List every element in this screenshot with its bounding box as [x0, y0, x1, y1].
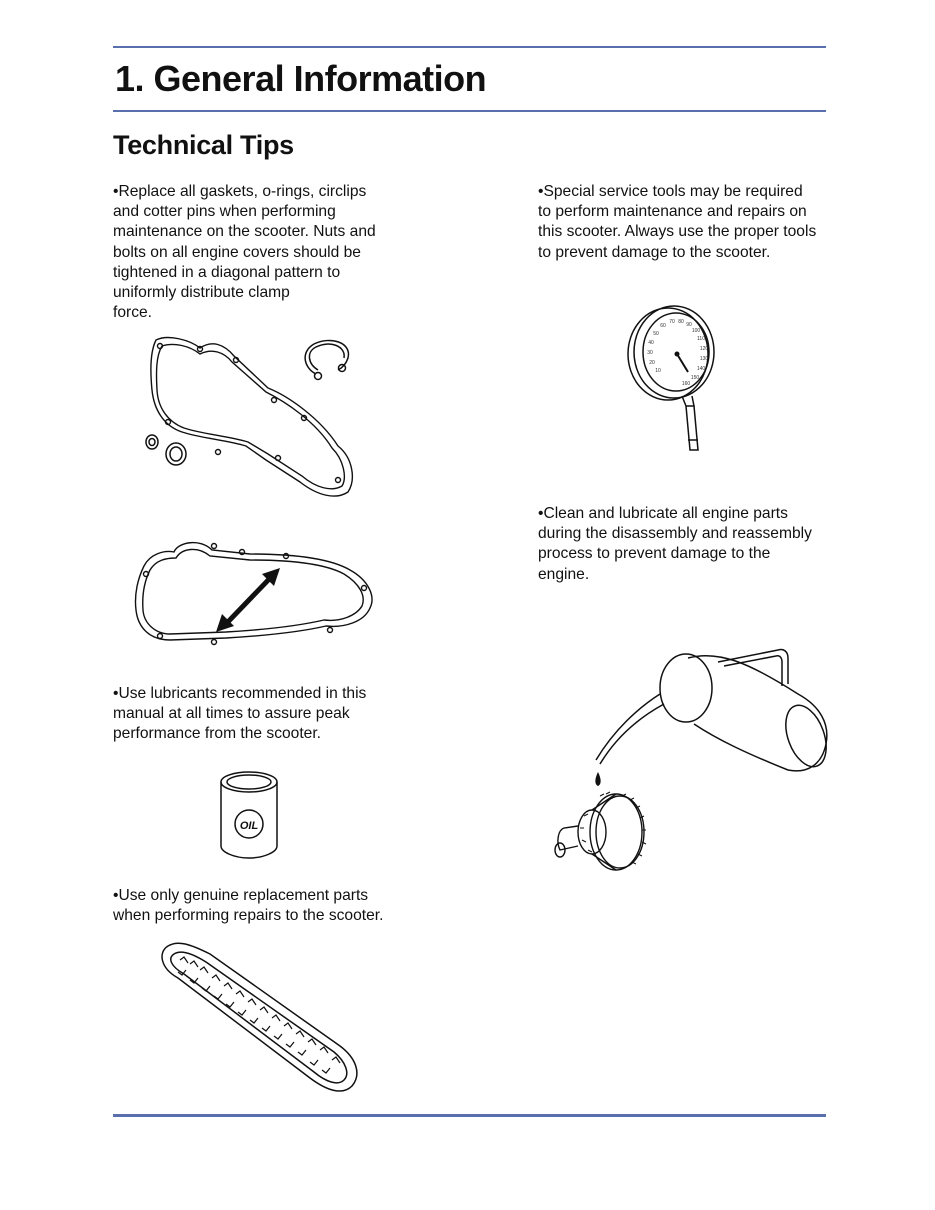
tip-genuine-parts: •Use only genuine replacement parts when performing repairs to the scooter.: [113, 887, 384, 925]
gauge-label: 160: [681, 381, 691, 387]
gauge-label: 150: [690, 375, 700, 381]
gauge-label: 110: [697, 336, 705, 342]
top-rule: [113, 46, 826, 48]
oil-can-label: OIL: [239, 820, 259, 832]
title-rule: [113, 110, 826, 112]
tip-lubricants: •Use lubricants recommended in this manual at all times to assure peak performance from the scooter.: [113, 685, 367, 743]
gauge-label: 140: [696, 366, 706, 372]
gauge-label: 20: [649, 360, 655, 366]
oiling-gear-illustration: [548, 644, 833, 874]
gauge-label: 130: [699, 356, 709, 362]
oil-can-illustration: [214, 764, 284, 864]
gasket-diagonal-illustration: [130, 536, 380, 651]
gauge-label: 50: [653, 331, 659, 337]
drive-belt-illustration: [150, 938, 370, 1098]
tip-clean-lubricate: •Clean and lubricate all engine parts during the disassembly and reassembly process to prevent damage to the engine.: [538, 505, 812, 583]
section-title: Technical Tips: [113, 130, 294, 160]
gauge-label: 100: [691, 328, 701, 334]
tip-gaskets: •Replace all gaskets, o-rings, circlips and cotter pins when performing maintenance on the scooter. Nuts and bolts on all engine covers should be tightened in a diagonal pattern to uniformly distribute clamp force.: [113, 183, 376, 322]
chapter-title: 1. General Information: [115, 58, 487, 99]
gauge-label: 70: [669, 319, 675, 325]
gauge-label: 10: [655, 368, 661, 374]
gauge-label: 30: [647, 350, 653, 356]
gauge-label: 80: [678, 319, 684, 325]
gauge-label: 120: [699, 346, 709, 352]
tip-special-tools: •Special service tools may be required to perform maintenance and repairs on this scooter. Always use the proper tools to prevent damage to the scooter.: [538, 183, 817, 261]
gauge-label: 40: [648, 340, 654, 346]
gasket-illustration: [138, 330, 368, 510]
bottom-rule: [113, 1114, 826, 1117]
compression-gauge-illustration: [622, 300, 722, 460]
gauge-label: 60: [660, 323, 666, 329]
gauge-label: 90: [686, 322, 692, 328]
